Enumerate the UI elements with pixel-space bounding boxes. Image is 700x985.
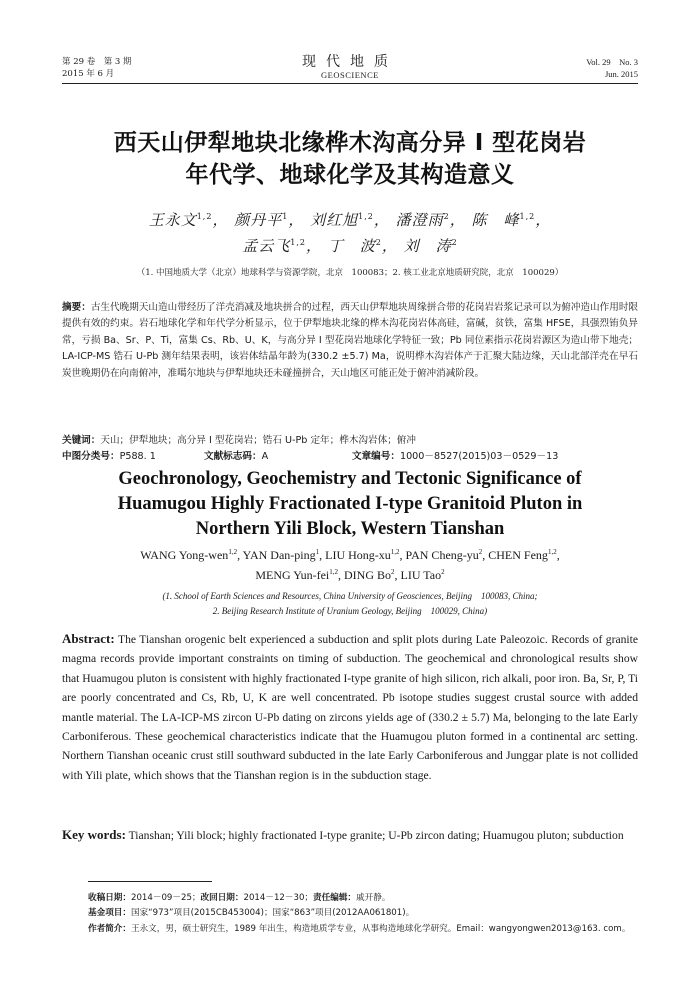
article-label: 文章编号：	[352, 451, 400, 462]
author-bio-label: 作者简介：	[88, 923, 131, 934]
abstract-cn-label: 摘要：	[62, 302, 91, 313]
clc-value: P588. 1	[119, 451, 156, 462]
footnote-author-bio	[88, 922, 638, 937]
author-en: MENG Yun-fei	[255, 568, 330, 582]
received-label: 收稿日期：	[88, 893, 131, 903]
author-en: DING Bo	[344, 568, 392, 582]
authors-cn-line1: 王永文$^{1,2}$， 颜丹平$^1$， 刘红旭$^{1,2}$， 潘澄雨$^2$， 陈 峰$^{1,2}$，	[148, 211, 552, 229]
title-cn-line2: 年代学、地球化学及其构造意义	[185, 162, 515, 188]
date-cn: 2015 年 6 月	[62, 69, 115, 79]
author-sup: 1,2	[519, 212, 536, 221]
author-sup: 1	[315, 548, 320, 556]
author-en: LIU Hong-xu	[325, 548, 391, 562]
author-sup: 2	[391, 568, 395, 576]
affiliation-en-line2: 2. Beijing Research Institute of Uranium Geology, Beijing 100029, China)	[212, 606, 488, 616]
footnote-funding	[88, 906, 638, 921]
editor-value: 戚开静。	[356, 893, 391, 903]
keywords-cn-text: 天山；伊犁地块；高分异 I 型花岗岩；锆石 U-Pb 定年；桦木沟岩体；俯冲	[100, 435, 416, 446]
author-sup: 1,2	[547, 548, 557, 556]
author-cn: 王永文	[148, 211, 197, 229]
doc-code	[204, 449, 268, 465]
author-sup: 1,2	[329, 568, 339, 576]
author-cn: 潘澄雨	[395, 211, 444, 229]
article-value: 1000－8527(2015)03－0529－13	[399, 451, 559, 462]
fund-value: 国家“973”项目(2015CB453004)；国家“863”项目(2012AA061801)。	[130, 908, 415, 919]
author-sup: 1	[282, 212, 289, 221]
author-en: PAN Cheng-yu	[405, 548, 479, 562]
author-sup: 2	[451, 238, 458, 247]
authors-en-line2: MENG Yun-fei$^{1,2}$, DING Bo$^2$, LIU Tao$^2$	[255, 568, 445, 582]
revised-value: 2014－12－30；	[243, 893, 314, 903]
author-cn: 孟云飞	[242, 237, 291, 255]
title-en-line1: Geochronology, Geochemistry and Tectonic Significance of	[118, 469, 582, 489]
keywords-en-label: Key words:	[62, 827, 126, 842]
abstract-cn	[62, 300, 638, 382]
author-en: CHEN Feng	[488, 548, 548, 562]
abstract-en-label: Abstract:	[62, 631, 115, 646]
volume-cn: 第 29 卷 第 3 期	[62, 57, 132, 67]
journal-name-cn: 现代地质	[302, 54, 398, 70]
author-cn: 陈 峰	[471, 211, 520, 229]
title-cn-line1: 西天山伊犁地块北缘桦木沟高分异 I 型花岗岩	[113, 130, 587, 156]
abstract-en	[62, 629, 638, 785]
author-sup: 1,2	[196, 212, 213, 221]
footnotes	[88, 891, 638, 937]
doc-label: 文献标志码：	[204, 451, 262, 462]
running-head	[62, 56, 638, 82]
author-en: WANG Yong-wen	[140, 548, 229, 562]
author-cn: 刘红旭	[310, 211, 359, 229]
doc-value: A	[261, 451, 269, 462]
author-bio-value: 王永文，男，硕士研究生，1989 年出生，构造地质学专业，从事构造地球化学研究。Email：wangyongwen2013@163. com。	[130, 923, 631, 934]
author-sup: 2	[443, 212, 450, 221]
author-sup: 2	[375, 238, 382, 247]
keywords-en-text: Tianshan; Yili block; highly fractionated I-type granite; U-Pb zircon dating; Huamugou pluton; subduction	[125, 829, 624, 842]
authors-en-line1: WANG Yong-wen$^{1,2}$, YAN Dan-ping$^1$, LIU Hong-xu$^{1,2}$, PAN Cheng-$yu^2$, CHEN Feng$^{1,2}$,	[140, 548, 560, 562]
fund-label: 基金项目：	[88, 908, 131, 919]
author-sup: 1,2	[228, 548, 238, 556]
author-cn: 刘 涛	[403, 237, 452, 255]
affiliation-cn: （1. 中国地质大学（北京）地球科学与资源学院，北京 100083；2. 核工业北京地质研究院，北京 100029）	[136, 268, 564, 278]
editor-label: 责任编辑：	[313, 893, 357, 903]
author-en: YAN Dan-ping	[242, 548, 316, 562]
author-en: LIU Tao	[400, 568, 442, 582]
author-cn: 颜丹平	[234, 211, 283, 229]
clc-label: 中图分类号：	[62, 451, 120, 462]
header-rule	[62, 83, 638, 84]
keywords-cn-label: 关键词：	[62, 435, 101, 446]
author-sup: 1,2	[290, 238, 306, 247]
journal-name-en: GEOSCIENCE	[321, 70, 379, 80]
article-number	[352, 449, 558, 465]
author-cn: 丁 波	[327, 237, 376, 255]
keywords-en	[62, 825, 638, 845]
footnote-rule	[88, 881, 212, 882]
keywords-cn	[62, 433, 638, 449]
volume-en: Vol. 29 No. 3	[586, 57, 638, 67]
issue-info-en	[586, 56, 638, 80]
title-en-line3: Northern Yili Block, Western Tianshan	[195, 519, 505, 539]
author-sup: 2	[441, 568, 445, 576]
revised-label: 改回日期：	[200, 893, 244, 903]
abstract-cn-text: 古生代晚期天山造山带经历了洋壳消减及地块拼合的过程，西天山伊犁地块周缘拼合带的花岗岩岩浆记录可以为俯冲造山作用时限提供有效的约束。岩石地球化学和年代学分析显示，位于伊犁地块北缘的桦木沟花岗岩体高硅，富碱，贫铁，富集 HFSE，具强烈铕负异常，亏损 Ba、Sr、P、Ti，富集 Cs、Rb、U、K，与高分异 I 型花岗岩地球化学特征一致；Pb 同位素指示花岗岩源区为造山带下地壳；LA-ICP-MS 锆石 U-Pb 测年结果表明，该岩体结晶年龄为(330.2 ±5.7) Ma，说明桦木沟岩体产于汇聚大陆边缘，天山北部洋壳在早石炭世晚期仍在向南俯冲，准噶尔地块与伊犁地块还未碰撞拼合，天山地区可能正处于俯冲消减阶段。	[62, 302, 639, 379]
date-en: Jun. 2015	[604, 69, 638, 79]
author-sup: 2	[478, 548, 483, 556]
authors-cn-line2: 孟云飞$^{1,2}$， 丁 波$^2$， 刘 涛$^2$	[242, 237, 458, 255]
journal-name	[62, 54, 638, 80]
abstract-en-text: The Tianshan orogenic belt experienced a subduction and split plots during Late Paleozoic. Records of granite magma records provide important constraints on timing of subduction. The geochemical and chronological results show that Huamugou pluton is consistent with highly fractionated I-type granite of high silicon, rich alkali, poor iron. Ba, Sr, P, Ti are poorly concentrated and Cs, Rb, U, K are well concentrated. Pb isotope studies suggest crustal source with added mantle material. The LA-ICP-MS zircon U-Pb dating on zircons yields age of (330.2 ± 5.7) Ma, belonging to the late Early Carboniferous. These geochemical characteristics indicate that the Huamugou pluton formed in a continental arc setting. Northern Tianshan oceanic crust still southward subducted in the late Early Carboniferous and Junggar plate is not collided with Yili plate, which shows that the Tianshan region is in the subduction stage.	[62, 633, 638, 782]
author-sup: 1,2	[358, 212, 374, 221]
footnote-dates	[88, 891, 638, 906]
clc-number	[62, 449, 156, 465]
author-sup: 1,2	[390, 548, 400, 556]
received-value: 2014－09－25；	[130, 893, 201, 903]
affiliation-en-line1: (1. School of Earth Sciences and Resources, China University of Geosciences, Beijing 100083, China;	[162, 591, 538, 601]
title-en-line2: Huamugou Highly Fractionated I-type Granitoid Pluton in	[117, 494, 583, 514]
